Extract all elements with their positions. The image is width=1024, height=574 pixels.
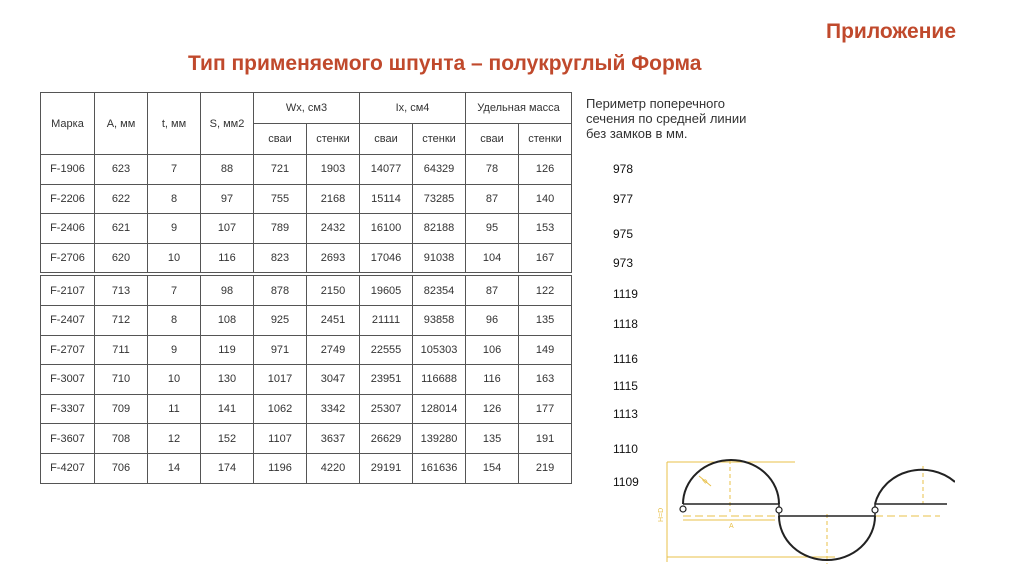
perimeter-note-line: Периметр поперечного xyxy=(586,96,726,111)
perimeter-value: 1115 xyxy=(613,379,638,393)
perimeter-note-line: сечения по средней линии xyxy=(586,111,747,126)
table-cell: 1903 xyxy=(307,155,360,185)
table-cell: 95 xyxy=(466,214,519,244)
table-cell: 15114 xyxy=(360,184,413,214)
perimeter-note-line: без замков в мм. xyxy=(586,126,688,141)
row-marka-cell: F-2107 xyxy=(41,276,95,306)
row-marka-cell: F-3007 xyxy=(41,365,95,395)
table-cell: 710 xyxy=(95,365,148,395)
table-cell: 12 xyxy=(148,424,201,454)
table-cell: 91038 xyxy=(413,243,466,273)
table-cell: 2451 xyxy=(307,305,360,335)
table-cell: 2749 xyxy=(307,335,360,365)
table-cell: 87 xyxy=(466,276,519,306)
table-cell: 126 xyxy=(466,394,519,424)
table-row xyxy=(41,214,572,244)
upper-arc xyxy=(875,470,955,504)
table-cell: 9 xyxy=(148,214,201,244)
table-cell: 9 xyxy=(148,335,201,365)
col-header-t: t, мм xyxy=(148,93,201,155)
table-cell: 130 xyxy=(201,365,254,395)
row-marka-cell: F-4207 xyxy=(41,453,95,483)
col-header-marka: Марка xyxy=(41,93,95,155)
dimension-label-h: H=D xyxy=(658,507,665,522)
table-cell: 1062 xyxy=(254,394,307,424)
table-cell: 116688 xyxy=(413,365,466,395)
perimeter-value: 977 xyxy=(613,192,634,206)
table-cell: 191 xyxy=(519,424,572,454)
table-row xyxy=(41,155,572,185)
perimeter-value: 1110 xyxy=(613,442,638,456)
table-cell: 622 xyxy=(95,184,148,214)
table-row xyxy=(41,276,572,306)
row-marka-cell: F-1906 xyxy=(41,155,95,185)
table-cell: 64329 xyxy=(413,155,466,185)
table-cell: 126 xyxy=(519,155,572,185)
table-cell: 107 xyxy=(201,214,254,244)
col-header-mass: Удельная масса xyxy=(466,93,572,124)
table-row xyxy=(41,394,572,424)
table-cell: 10 xyxy=(148,243,201,273)
table-cell: 116 xyxy=(466,365,519,395)
table-cell: 174 xyxy=(201,453,254,483)
table-cell: 19605 xyxy=(360,276,413,306)
table-cell: 10 xyxy=(148,365,201,395)
table-cell: 708 xyxy=(95,424,148,454)
perimeter-value: 1116 xyxy=(613,352,638,366)
table-cell: 161636 xyxy=(413,453,466,483)
subheader-cell: стенки xyxy=(307,124,360,155)
table-cell: 23951 xyxy=(360,365,413,395)
lock-joint xyxy=(776,507,782,513)
table-cell: 93858 xyxy=(413,305,466,335)
row-marka-cell: F-2707 xyxy=(41,335,95,365)
subheader-cell: сваи xyxy=(360,124,413,155)
upper-arc xyxy=(683,460,779,504)
table-cell: 26629 xyxy=(360,424,413,454)
table-cell: 711 xyxy=(95,335,148,365)
table-cell: 105303 xyxy=(413,335,466,365)
table-cell: 22555 xyxy=(360,335,413,365)
col-header-wx: Wx, см3 xyxy=(254,93,360,124)
perimeter-value: 1119 xyxy=(613,287,638,301)
table-cell: 623 xyxy=(95,155,148,185)
table-cell: 140 xyxy=(519,184,572,214)
table-cell: 78 xyxy=(466,155,519,185)
table-cell: 14077 xyxy=(360,155,413,185)
perimeter-note xyxy=(586,96,786,141)
table-cell: 163 xyxy=(519,365,572,395)
table-cell: 119 xyxy=(201,335,254,365)
table-cell: 11 xyxy=(148,394,201,424)
table-cell: 713 xyxy=(95,276,148,306)
dimension-label-a: A xyxy=(729,523,734,530)
table-cell: 755 xyxy=(254,184,307,214)
table-cell: 925 xyxy=(254,305,307,335)
table-cell: 88 xyxy=(201,155,254,185)
table-cell: 706 xyxy=(95,453,148,483)
table-cell: 29191 xyxy=(360,453,413,483)
table-row xyxy=(41,305,572,335)
table-cell: 878 xyxy=(254,276,307,306)
table-cell: 789 xyxy=(254,214,307,244)
table-cell: 709 xyxy=(95,394,148,424)
subheader-cell: стенки xyxy=(413,124,466,155)
table-cell: 82188 xyxy=(413,214,466,244)
table-cell: 135 xyxy=(519,305,572,335)
lock-joint xyxy=(872,507,878,513)
table-cell: 87 xyxy=(466,184,519,214)
row-marka-cell: F-2407 xyxy=(41,305,95,335)
row-marka-cell: F-2206 xyxy=(41,184,95,214)
row-marka-cell: F-2706 xyxy=(41,243,95,273)
table-cell: 2168 xyxy=(307,184,360,214)
table-cell: 141 xyxy=(201,394,254,424)
table-cell: 2150 xyxy=(307,276,360,306)
table-cell: 823 xyxy=(254,243,307,273)
subheader-cell: сваи xyxy=(254,124,307,155)
table-cell: 153 xyxy=(519,214,572,244)
table-cell: 128014 xyxy=(413,394,466,424)
table-cell: 106 xyxy=(466,335,519,365)
sheet-pile-table xyxy=(40,92,572,484)
table-cell: 25307 xyxy=(360,394,413,424)
perimeter-value: 975 xyxy=(613,227,634,241)
perimeter-value: 1113 xyxy=(613,407,638,421)
table-cell: 7 xyxy=(148,276,201,306)
perimeter-value: 978 xyxy=(613,162,634,176)
subheader-cell: сваи xyxy=(466,124,519,155)
table-cell: 73285 xyxy=(413,184,466,214)
table-cell: 1017 xyxy=(254,365,307,395)
table-cell: 135 xyxy=(466,424,519,454)
table-row xyxy=(41,365,572,395)
col-header-a: A, мм xyxy=(95,93,148,155)
table-cell: 152 xyxy=(201,424,254,454)
page-title: Тип применяемого шпунта – полукруглый Форма xyxy=(188,52,702,75)
table-cell: 721 xyxy=(254,155,307,185)
table-header-row xyxy=(41,93,572,124)
perimeter-value: 973 xyxy=(613,256,634,270)
table-row xyxy=(41,184,572,214)
table-cell: 17046 xyxy=(360,243,413,273)
table-cell: 8 xyxy=(148,184,201,214)
table-cell: 154 xyxy=(466,453,519,483)
table-cell: 219 xyxy=(519,453,572,483)
row-marka-cell: F-3307 xyxy=(41,394,95,424)
table-cell: 2693 xyxy=(307,243,360,273)
table-row xyxy=(41,424,572,454)
table-cell: 8 xyxy=(148,305,201,335)
table-cell: 82354 xyxy=(413,276,466,306)
table-cell: 14 xyxy=(148,453,201,483)
table-cell: 139280 xyxy=(413,424,466,454)
table-cell: 3637 xyxy=(307,424,360,454)
table-row xyxy=(41,243,572,273)
table-cell: 2432 xyxy=(307,214,360,244)
table-cell: 3047 xyxy=(307,365,360,395)
table-cell: 712 xyxy=(95,305,148,335)
table-cell: 1196 xyxy=(254,453,307,483)
row-marka-cell: F-3607 xyxy=(41,424,95,454)
table-row xyxy=(41,453,572,483)
table-cell: 167 xyxy=(519,243,572,273)
table-cell: 122 xyxy=(519,276,572,306)
table-cell: 98 xyxy=(201,276,254,306)
perimeter-value: 1118 xyxy=(613,317,638,331)
row-marka-cell: F-2406 xyxy=(41,214,95,244)
table-cell: 620 xyxy=(95,243,148,273)
table-cell: 971 xyxy=(254,335,307,365)
subheader-cell: стенки xyxy=(519,124,572,155)
table-cell: 1107 xyxy=(254,424,307,454)
table-row xyxy=(41,335,572,365)
table-cell: 4220 xyxy=(307,453,360,483)
lock-joint xyxy=(680,506,686,512)
table-cell: 621 xyxy=(95,214,148,244)
sheet-pile-profile-diagram xyxy=(655,452,955,574)
table-cell: 108 xyxy=(201,305,254,335)
table-cell: 21111 xyxy=(360,305,413,335)
table-cell: 7 xyxy=(148,155,201,185)
table-cell: 97 xyxy=(201,184,254,214)
col-header-s: S, мм2 xyxy=(201,93,254,155)
perimeter-value: 1109 xyxy=(613,475,639,489)
col-header-ix: Ix, см4 xyxy=(360,93,466,124)
table-cell: 104 xyxy=(466,243,519,273)
dimension-label-b: b xyxy=(701,477,710,486)
table-cell: 16100 xyxy=(360,214,413,244)
table-cell: 116 xyxy=(201,243,254,273)
appendix-heading: Приложение xyxy=(825,20,956,43)
table-cell: 177 xyxy=(519,394,572,424)
table-cell: 96 xyxy=(466,305,519,335)
table-cell: 149 xyxy=(519,335,572,365)
table-cell: 3342 xyxy=(307,394,360,424)
